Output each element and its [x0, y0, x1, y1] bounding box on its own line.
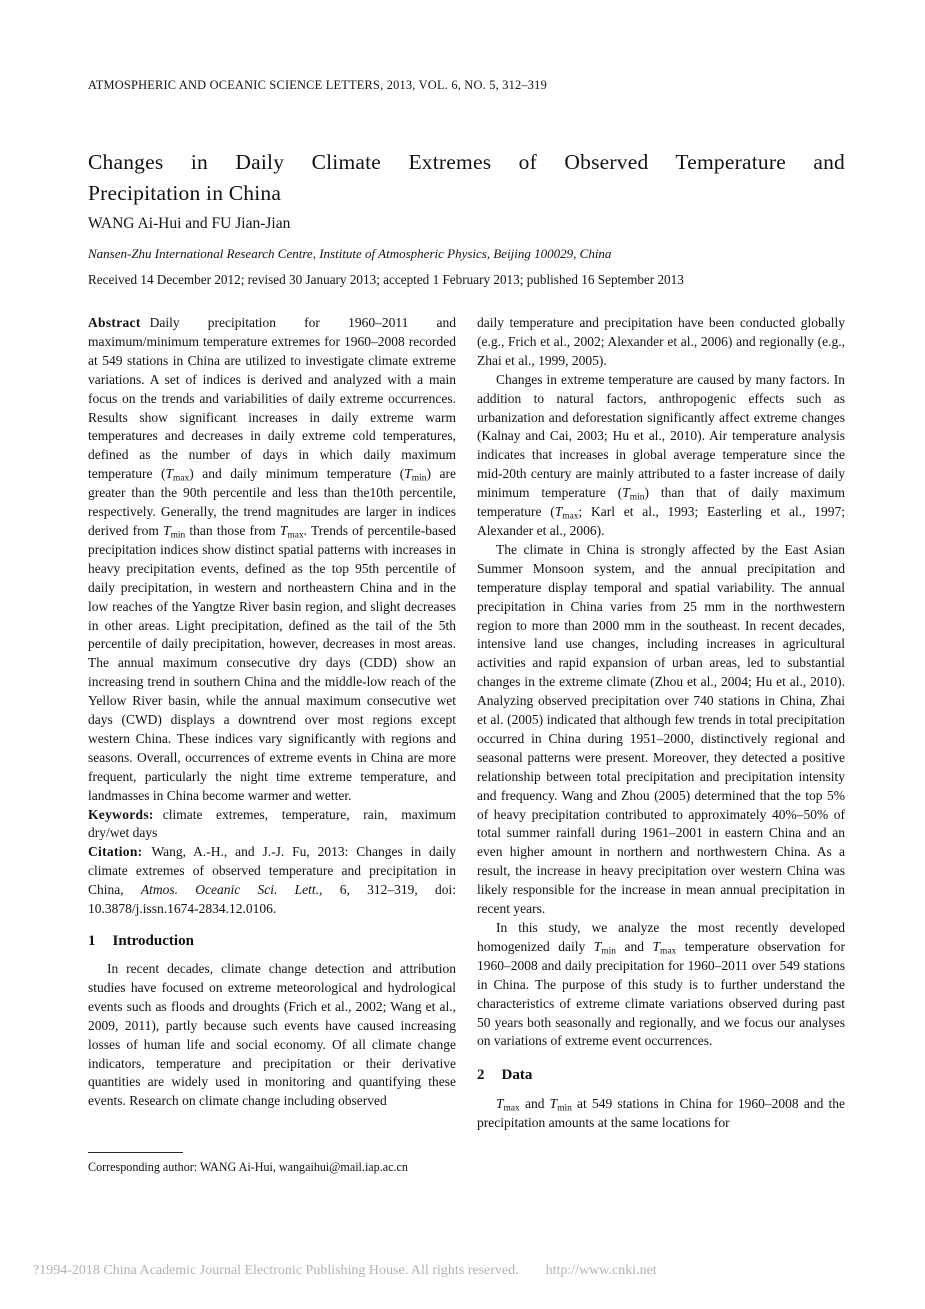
- abstract-paragraph: [88, 314, 456, 806]
- dates-line: Received 14 December 2012; revised 30 January 2013; accepted 1 February 2013; published 16 September 2013: [88, 272, 684, 287]
- section-heading-data: [477, 1065, 845, 1085]
- keywords-text: climate extremes, temperature, rain, maximum dry/wet days: [88, 806, 456, 841]
- china-climate-paragraph: The climate in China is strongly affected by the East Asian Summer Monsoon system, and the annual precipitation and temperature display temporal and spatial variability. The annual precipitation in China varies from 25 mm in the northwestern region to more than 2000 mm in the southeast. In recent decades, intensive land use changes, including increases in agricultural activities and rapid expansion of urban areas, led to substantial changes in the extreme climate (Zhou et al., 2004; Hu et al., 2010). Analyzing observed precipitation over 740 stations in China, Zhai et al. (2005) indicated that although few trends in total precipitation occurred in China during 1951–2000, distinctively regional and seasonal patterns were present. Moreover, they detected a positive relationship between total precipitation and precipitation intensity and frequency. Wang and Zhou (2005) determined that the top 5% of heavy precipitation contributed to approximately 40%–50% of total summer rainfall during 1961–2001 in eastern China and an even higher amount in northern and northwestern China. As a result, the increase in heavy precipitation over western China was likely responsible for the increase in mean annual precipitation in recent years.: [477, 541, 845, 917]
- column-right: [477, 314, 845, 1182]
- section-number: 1: [88, 933, 96, 949]
- page-footer: [33, 1263, 913, 1279]
- section-number: 2: [477, 1067, 485, 1084]
- footer-url: http://www.cnki.net: [545, 1263, 657, 1278]
- footer-copyright: ?1994-2018 China Academic Journal Electronic Publishing House. All rights reserved.: [33, 1263, 519, 1278]
- keywords-paragraph: [88, 806, 456, 844]
- affiliation-line: Nansen-Zhu International Research Centre, Institute of Atmospheric Physics, Beijing 100029, China: [88, 246, 612, 261]
- citation-text: Wang, A.-H., and J.-J. Fu, 2013: Changes in daily climate extremes of observed temperature and precipitation in China, Atmos. Oceanic Sci. Lett., 6, 312–319, doi: 10.3878/j.issn.1674-2834.12.0106.: [88, 844, 456, 917]
- footnote-rule: [88, 1152, 183, 1153]
- temperature-paragraph: Changes in extreme temperature are caused by many factors. In addition to natural factors, anthropogenic effects such as urbanization and deforestation significantly affect extreme changes (Kalnay and Cai, 2003; Hu et al., 2010). Air temperature analysis indicates that increases in global average temperature since the mid-20th century are mainly attributed to a faster increase of daily minimum temperature $(T_{min})$ than that of daily maximum temperature ($T_{max}$; Karl et al., 1993; Easterling et al., 1997; Alexander et al., 2006).: [477, 371, 845, 538]
- section-heading-introduction: [88, 931, 456, 951]
- title-line-2: Precipitation in China: [88, 181, 282, 205]
- abstract-label: Abstract: [88, 315, 141, 330]
- continuation-paragraph: daily temperature and precipitation have been conducted globally (e.g., Frich et al., 2002; Alexander et al., 2006) and regionally (e.g., Zhai et al., 1999, 2005).: [477, 315, 845, 368]
- keywords-label: Keywords:: [88, 806, 154, 822]
- article-title: [88, 147, 845, 209]
- title-line-1: Changes in Daily Climate Extremes of Observed Temperature and: [88, 150, 845, 174]
- citation-paragraph: [88, 843, 456, 919]
- section-title: Data: [501, 1067, 533, 1084]
- data-paragraph: $T_{max}$ and $T_{min}$ at 549 stations in China for 1960–2008 and the precipitation amounts at the same locations for: [477, 1096, 845, 1131]
- abstract-text: Daily precipitation for 1960–2011 and maximum/minimum temperature extremes for 1960–2008 recorded at 549 stations in China are utilized to investigate climate extreme variations. A set of indices is derived and analyzed with a main focus on the trends and variabilities of daily extreme occurrences. Results show significant increases in daily extreme warm temperatures and decreases in daily extreme cold temperatures, defined as the number of days in which daily maximum temperature $(T_{max})$ and daily minimum temperature $(T_{min})$ are greater than the 90th percentile and less than the10th percentile, respectively. Generally, the trend magnitudes are larger in indices derived from $T_{min}$ than those from $T_{max}$. Trends of percentile-based precipitation indices show distinct spatial patterns with increases in heavy precipitation events, defined as the top 95th percentile of daily precipitation, in western and northeastern China and in the low reaches of the Yangtze River basin region, and slight decreases in other areas. Light precipitation, defined as the tail of the 5th percentile of daily precipitation, however, decreases in most areas. The annual maximum consecutive dry days (CDD) show an increasing trend in southern China and the middle-low reach of the Yellow River basin, while the annual maximum consecutive wet days (CWD) displays a downtrend over most regions except western China. These indices vary significantly with regions and seasons. Overall, occurrences of extreme events in China are more frequent, particularly the night time extreme temperature, and landmasses in China become warmer and wetter.: [88, 315, 456, 803]
- study-scope-paragraph: In this study, we analyze the most recently developed homogenized daily $T_{min}$ and $T_{max}$ temperature observation for 1960–2008 and daily precipitation for 1960–2011 over 549 stations in China. The purpose of this study is to further understand the characteristics of extreme climate variations observed during past 50 years both seasonally and regionally, and we focus our analyses on variations of extreme event occurrences.: [477, 920, 845, 1049]
- footnote: [88, 1152, 456, 1175]
- citation-label: Citation:: [88, 844, 143, 860]
- column-left: [88, 314, 456, 1156]
- journal-header-line: ATMOSPHERIC AND OCEANIC SCIENCE LETTERS, 2013, VOL. 6, NO. 5, 312–319: [88, 78, 547, 92]
- authors-line: WANG Ai-Hui and FU Jian-Jian: [88, 215, 291, 232]
- footnote-text: Corresponding author: WANG Ai-Hui, wangaihui@mail.iap.ac.cn: [88, 1160, 408, 1174]
- section-title: Introduction: [112, 933, 194, 949]
- intro-paragraph: In recent decades, climate change detection and attribution studies have focused on extreme meteorological and hydrological events such as floods and droughts (Frich et al., 2002; Wang et al., 2009, 2011), partly because such events have caused increasing losses of human life and social economy. Of all climate change indicators, temperature and precipitation or their derivative quantities are widely used in monitoring and quantifying these events. Research on climate change including observed: [88, 961, 456, 1109]
